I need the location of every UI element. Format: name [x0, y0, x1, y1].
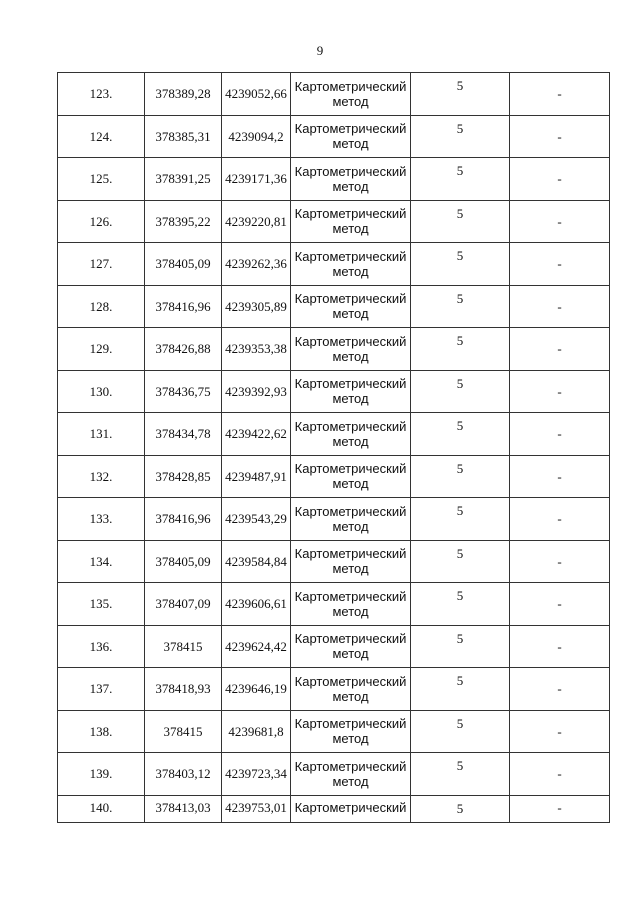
x-coordinate-cell: 378391,25: [145, 158, 222, 201]
x-coordinate-cell: 378413,03: [145, 795, 222, 822]
y-coordinate-cell: 4239543,29: [222, 498, 291, 541]
y-coordinate-cell: 4239584,84: [222, 540, 291, 583]
method-line-1: Картометрический: [294, 376, 407, 392]
y-coordinate-cell: 4239353,38: [222, 328, 291, 371]
method-line-1: Картометрический: [294, 716, 407, 732]
accuracy-cell: 5: [411, 73, 510, 116]
method-line-1: Картометрический: [294, 206, 407, 222]
table-row: [58, 753, 610, 796]
method-cell: [291, 625, 411, 668]
table-row: [58, 243, 610, 286]
note-cell: -: [510, 285, 610, 328]
method-line-2: метод: [332, 391, 369, 407]
method-cell: [291, 455, 411, 498]
method-line-2: метод: [332, 518, 369, 534]
point-number-cell: 125.: [58, 158, 145, 201]
point-number-cell: 137.: [58, 668, 145, 711]
method-cell: [291, 540, 411, 583]
point-number-cell: 136.: [58, 625, 145, 668]
y-coordinate-cell: 4239171,36: [222, 158, 291, 201]
accuracy-cell: 5: [411, 413, 510, 456]
method-line-2: метод: [332, 178, 369, 194]
point-number-cell: 124.: [58, 115, 145, 158]
method-line-1: Картометрический: [294, 248, 407, 264]
method-line-1: Картометрический: [294, 546, 407, 562]
y-coordinate-cell: 4239052,66: [222, 73, 291, 116]
x-coordinate-cell: 378405,09: [145, 540, 222, 583]
table-row: [58, 413, 610, 456]
method-line-1: Картометрический: [294, 758, 407, 774]
accuracy-cell: 5: [411, 710, 510, 753]
table-row: [58, 370, 610, 413]
table-row: [58, 328, 610, 371]
x-coordinate-cell: 378405,09: [145, 243, 222, 286]
accuracy-cell: 5: [411, 115, 510, 158]
point-number-cell: 133.: [58, 498, 145, 541]
x-coordinate-cell: 378436,75: [145, 370, 222, 413]
x-coordinate-cell: 378395,22: [145, 200, 222, 243]
x-coordinate-cell: 378418,93: [145, 668, 222, 711]
note-cell: -: [510, 115, 610, 158]
y-coordinate-cell: 4239624,42: [222, 625, 291, 668]
y-coordinate-cell: 4239262,36: [222, 243, 291, 286]
table-row: [58, 583, 610, 626]
method-cell: [291, 370, 411, 413]
note-cell: -: [510, 795, 610, 822]
table-row: [58, 540, 610, 583]
method-line-2: метод: [332, 433, 369, 449]
accuracy-cell: 5: [411, 158, 510, 201]
table-row: [58, 285, 610, 328]
method-line-1: Картометрический: [294, 418, 407, 434]
accuracy-cell: 5: [411, 285, 510, 328]
method-line-2: метод: [332, 476, 369, 492]
note-cell: -: [510, 370, 610, 413]
note-cell: -: [510, 625, 610, 668]
method-line-1: Картометрический: [294, 673, 407, 689]
point-number-cell: 134.: [58, 540, 145, 583]
accuracy-cell: 5: [411, 455, 510, 498]
point-number-cell: 131.: [58, 413, 145, 456]
method-line-2: метод: [332, 688, 369, 704]
point-number-cell: 126.: [58, 200, 145, 243]
note-cell: -: [510, 200, 610, 243]
method-cell: [291, 498, 411, 541]
x-coordinate-cell: 378407,09: [145, 583, 222, 626]
table-row: [58, 200, 610, 243]
method-line-2: метод: [332, 221, 369, 237]
method-cell: [291, 243, 411, 286]
method-line-1: Картометрический: [294, 121, 407, 137]
method-cell: [291, 795, 411, 822]
note-cell: -: [510, 243, 610, 286]
method-line-2: метод: [332, 731, 369, 747]
point-number-cell: 138.: [58, 710, 145, 753]
accuracy-cell: 5: [411, 625, 510, 668]
accuracy-cell: 5: [411, 753, 510, 796]
accuracy-cell: 5: [411, 795, 510, 822]
table-row: [58, 158, 610, 201]
accuracy-cell: 5: [411, 243, 510, 286]
table-row: [58, 115, 610, 158]
x-coordinate-cell: 378428,85: [145, 455, 222, 498]
note-cell: -: [510, 583, 610, 626]
table-row: [58, 625, 610, 668]
method-line-2: метод: [332, 603, 369, 619]
y-coordinate-cell: 4239422,62: [222, 413, 291, 456]
page-number: 9: [316, 43, 324, 58]
table-row: [58, 455, 610, 498]
coordinates-table-body: [58, 73, 610, 823]
y-coordinate-cell: 4239681,8: [222, 710, 291, 753]
method-line-1: Картометрический: [294, 78, 407, 94]
method-cell: [291, 200, 411, 243]
x-coordinate-cell: 378415: [145, 625, 222, 668]
accuracy-cell: 5: [411, 668, 510, 711]
note-cell: -: [510, 73, 610, 116]
table-row: [58, 795, 610, 822]
method-line-1: Картометрический: [294, 588, 407, 604]
table-row: [58, 73, 610, 116]
x-coordinate-cell: 378416,96: [145, 498, 222, 541]
x-coordinate-cell: 378416,96: [145, 285, 222, 328]
x-coordinate-cell: 378403,12: [145, 753, 222, 796]
x-coordinate-cell: 378434,78: [145, 413, 222, 456]
method-line-1: Картометрический: [294, 333, 407, 349]
method-line-1: Картометрический: [294, 503, 407, 519]
method-line-1: Картометрический: [294, 163, 407, 179]
y-coordinate-cell: 4239392,93: [222, 370, 291, 413]
point-number-cell: 128.: [58, 285, 145, 328]
point-number-cell: 127.: [58, 243, 145, 286]
table-row: [58, 710, 610, 753]
method-line-2: метод: [332, 646, 369, 662]
accuracy-cell: 5: [411, 370, 510, 413]
method-line-2: метод: [332, 306, 369, 322]
y-coordinate-cell: 4239487,91: [222, 455, 291, 498]
accuracy-cell: 5: [411, 498, 510, 541]
method-line-1: Картометрический: [294, 461, 407, 477]
y-coordinate-cell: 4239606,61: [222, 583, 291, 626]
x-coordinate-cell: 378415: [145, 710, 222, 753]
accuracy-cell: 5: [411, 583, 510, 626]
x-coordinate-cell: 378385,31: [145, 115, 222, 158]
y-coordinate-cell: 4239723,34: [222, 753, 291, 796]
point-number-cell: 123.: [58, 73, 145, 116]
note-cell: -: [510, 158, 610, 201]
y-coordinate-cell: 4239220,81: [222, 200, 291, 243]
method-cell: [291, 158, 411, 201]
y-coordinate-cell: 4239646,19: [222, 668, 291, 711]
x-coordinate-cell: 378389,28: [145, 73, 222, 116]
table-row: [58, 498, 610, 541]
method-cell: [291, 73, 411, 116]
y-coordinate-cell: 4239753,01: [222, 795, 291, 822]
note-cell: -: [510, 540, 610, 583]
method-cell: [291, 328, 411, 371]
note-cell: -: [510, 498, 610, 541]
method-line-2: метод: [332, 93, 369, 109]
point-number-cell: 129.: [58, 328, 145, 371]
note-cell: -: [510, 455, 610, 498]
method-cell: [291, 668, 411, 711]
point-number-cell: 132.: [58, 455, 145, 498]
point-number-cell: 140.: [58, 795, 145, 822]
table-row: [58, 668, 610, 711]
method-cell: [291, 583, 411, 626]
coordinates-table: [57, 72, 610, 823]
method-line-2: метод: [332, 561, 369, 577]
x-coordinate-cell: 378426,88: [145, 328, 222, 371]
method-cell: [291, 753, 411, 796]
note-cell: -: [510, 668, 610, 711]
method-cell: [291, 413, 411, 456]
note-cell: -: [510, 753, 610, 796]
method-line-2: метод: [332, 136, 369, 152]
method-line-1: Картометрический: [294, 799, 407, 815]
method-cell: [291, 285, 411, 328]
accuracy-cell: 5: [411, 540, 510, 583]
accuracy-cell: 5: [411, 328, 510, 371]
method-line-2: метод: [332, 773, 369, 789]
method-line-2: метод: [332, 348, 369, 364]
method-line-2: метод: [332, 263, 369, 279]
note-cell: -: [510, 710, 610, 753]
y-coordinate-cell: 4239305,89: [222, 285, 291, 328]
method-cell: [291, 115, 411, 158]
method-cell: [291, 710, 411, 753]
point-number-cell: 130.: [58, 370, 145, 413]
accuracy-cell: 5: [411, 200, 510, 243]
note-cell: -: [510, 328, 610, 371]
method-line-1: Картометрический: [294, 631, 407, 647]
point-number-cell: 135.: [58, 583, 145, 626]
y-coordinate-cell: 4239094,2: [222, 115, 291, 158]
note-cell: -: [510, 413, 610, 456]
method-line-1: Картометрический: [294, 291, 407, 307]
point-number-cell: 139.: [58, 753, 145, 796]
